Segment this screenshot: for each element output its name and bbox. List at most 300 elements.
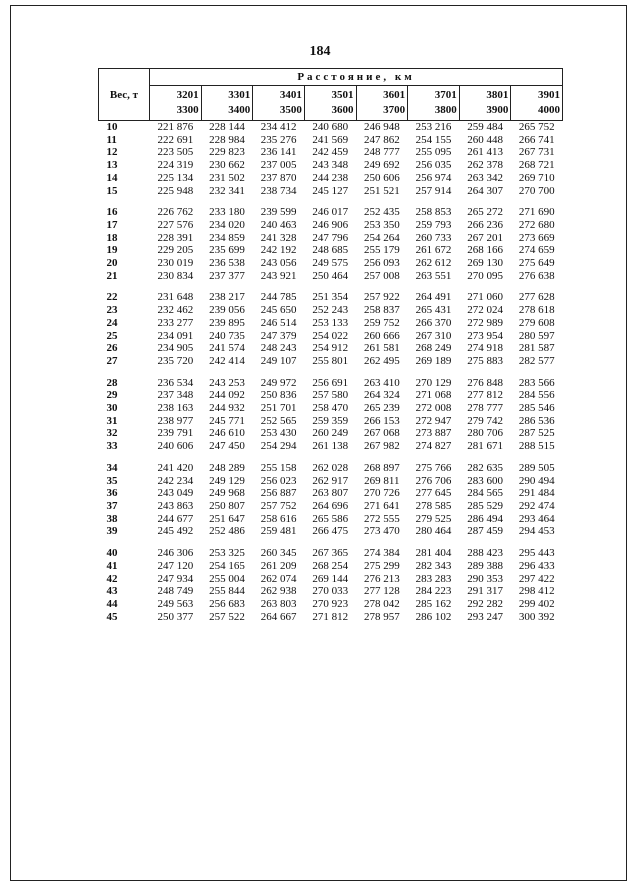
table-row: [99, 415, 563, 428]
price-cell: 234 091: [157, 329, 194, 342]
distance-from: 3501: [331, 89, 354, 101]
price-cell: 272 555: [363, 512, 400, 525]
price-cell: 250 606: [363, 171, 400, 184]
table-row: [99, 598, 563, 611]
price-cell: 256 035: [415, 159, 452, 172]
price-cell: 257 752: [260, 499, 297, 512]
price-cell: 258 616: [260, 512, 297, 525]
price-cell: 232 341: [209, 184, 245, 197]
distance-from: 3201: [176, 89, 199, 101]
price-cell: 248 777: [363, 146, 400, 159]
weight-cell: 39: [106, 525, 118, 538]
price-cell: 233 180: [209, 206, 245, 219]
distance-from: 3701: [434, 89, 457, 101]
price-cell: 263 803: [260, 597, 297, 610]
price-cell: 242 192: [260, 244, 297, 257]
distance-to: 3800: [434, 104, 457, 116]
table-row: [99, 525, 563, 538]
tariff-table: [98, 68, 563, 623]
distance-to: 3500: [279, 104, 302, 116]
price-cell: 234 412: [260, 121, 297, 133]
price-cell: 271 068: [415, 389, 452, 402]
price-cell: 231 502: [209, 171, 245, 184]
price-cell: 254 912: [312, 342, 349, 355]
distance-to: 3600: [331, 104, 354, 116]
price-cell: 247 796: [312, 231, 349, 244]
weight-cell: 13: [106, 159, 118, 172]
weight-cell: 18: [106, 231, 118, 244]
price-cell: 262 028: [312, 461, 349, 474]
price-cell: 271 812: [312, 610, 349, 623]
price-cell: 230 662: [209, 159, 245, 172]
price-cell: 252 243: [312, 304, 349, 317]
price-cell: 267 201: [467, 231, 503, 244]
price-cell: 255 179: [363, 244, 400, 257]
price-cell: 243 253: [209, 376, 245, 389]
price-cell: 265 272: [467, 206, 503, 219]
weight-cell: 38: [106, 512, 118, 525]
price-cell: 254 264: [363, 231, 400, 244]
price-cell: 259 793: [415, 218, 452, 231]
price-cell: 254 022: [312, 329, 349, 342]
price-cell: 267 068: [363, 427, 400, 440]
price-cell: 246 906: [312, 218, 349, 231]
table-row: [99, 185, 563, 198]
price-cell: 300 392: [518, 610, 555, 623]
price-cell: 261 413: [467, 146, 503, 159]
table-row: [99, 206, 563, 219]
distance-from: 3301: [228, 89, 251, 101]
price-cell: 238 734: [260, 184, 297, 197]
price-cell: 279 608: [518, 316, 555, 329]
price-cell: 244 238: [312, 171, 349, 184]
price-cell: 249 129: [209, 474, 245, 487]
price-cell: 227 576: [157, 218, 194, 231]
price-cell: 269 811: [364, 474, 400, 487]
price-cell: 258 853: [415, 206, 452, 219]
weight-cell: 29: [106, 389, 118, 402]
price-cell: 294 453: [518, 525, 555, 538]
price-cell: 269 710: [518, 171, 555, 184]
price-cell: 266 741: [518, 133, 555, 146]
price-cell: 276 848: [467, 376, 503, 389]
distance-column-header: [356, 86, 408, 121]
table-row: [99, 121, 563, 134]
group-spacer: [99, 368, 563, 377]
price-cell: 289 388: [467, 559, 503, 572]
price-cell: 245 127: [312, 184, 349, 197]
distance-column-header: [201, 86, 253, 121]
price-cell: 244 092: [209, 389, 245, 402]
price-cell: 272 008: [415, 402, 452, 415]
price-cell: 281 404: [415, 547, 452, 560]
price-cell: 268 721: [518, 159, 555, 172]
price-cell: 243 049: [157, 487, 194, 500]
price-cell: 269 144: [312, 572, 349, 585]
price-cell: 278 957: [363, 610, 400, 623]
price-cell: 268 249: [415, 342, 452, 355]
price-cell: 278 777: [467, 402, 503, 415]
distance-from: 3801: [486, 89, 509, 101]
price-cell: 263 342: [467, 171, 503, 184]
price-cell: 229 205: [157, 244, 194, 257]
price-cell: 255 801: [312, 354, 349, 367]
price-cell: 272 989: [467, 316, 503, 329]
price-cell: 282 577: [518, 354, 555, 367]
table-row: [99, 134, 563, 147]
price-cell: 243 863: [157, 499, 194, 512]
price-cell: 253 325: [209, 547, 245, 560]
price-cell: 251 521: [363, 184, 400, 197]
price-cell: 253 350: [363, 218, 400, 231]
price-cell: 266 475: [312, 525, 349, 538]
price-cell: 257 008: [363, 269, 400, 282]
price-cell: 246 948: [363, 121, 400, 133]
price-cell: 241 569: [312, 133, 349, 146]
weight-cell: 43: [106, 585, 118, 598]
price-cell: 246 306: [157, 547, 194, 560]
price-cell: 247 862: [363, 133, 400, 146]
table-row: [99, 270, 563, 283]
price-cell: 256 691: [312, 376, 349, 389]
weight-cell: 42: [106, 572, 118, 585]
price-cell: 276 706: [415, 474, 452, 487]
price-cell: 271 690: [518, 206, 555, 219]
price-cell: 237 377: [209, 269, 245, 282]
weight-cell: 45: [106, 610, 118, 623]
table-row: [99, 342, 563, 355]
price-cell: 267 982: [363, 440, 400, 453]
price-cell: 259 481: [260, 525, 297, 538]
price-cell: 285 546: [518, 402, 555, 415]
price-cell: 266 153: [363, 414, 400, 427]
weight-cell: 21: [106, 269, 118, 282]
table-row: [99, 159, 563, 172]
price-cell: 282 343: [415, 559, 452, 572]
price-cell: 252 435: [363, 206, 400, 219]
price-cell: 291 484: [518, 487, 555, 500]
price-cell: 251 701: [260, 402, 297, 415]
weight-cell: 11: [106, 133, 117, 146]
price-cell: 235 699: [209, 244, 245, 257]
price-cell: 256 683: [209, 597, 245, 610]
weight-cell: 15: [106, 184, 118, 197]
price-cell: 247 934: [157, 572, 194, 585]
price-cell: 243 921: [260, 269, 297, 282]
price-cell: 265 239: [363, 402, 400, 415]
price-cell: 250 377: [157, 610, 194, 623]
price-cell: 290 353: [467, 572, 503, 585]
weight-cell: 32: [106, 427, 118, 440]
price-cell: 248 243: [260, 342, 297, 355]
price-cell: 234 905: [157, 342, 194, 355]
price-cell: 271 060: [467, 291, 503, 304]
distance-to: 3700: [383, 104, 406, 116]
distance-from: 3401: [279, 89, 302, 101]
price-cell: 268 254: [312, 559, 349, 572]
price-cell: 272 947: [415, 414, 452, 427]
price-cell: 225 134: [157, 171, 194, 184]
price-cell: 262 074: [260, 572, 297, 585]
price-cell: 245 492: [157, 525, 194, 538]
table-row: [99, 440, 563, 453]
price-cell: 260 345: [260, 547, 297, 560]
table-row: [99, 547, 563, 560]
distance-from: 3901: [538, 89, 560, 101]
table-row: [99, 304, 563, 317]
table-row: [99, 487, 563, 500]
weight-cell: 40: [106, 547, 118, 560]
price-cell: 250 836: [260, 389, 297, 402]
table-row: [99, 560, 563, 573]
price-cell: 280 464: [415, 525, 452, 538]
price-cell: 248 749: [157, 585, 194, 598]
table-row: [99, 500, 563, 513]
price-cell: 254 155: [415, 133, 452, 146]
price-cell: 260 448: [467, 133, 503, 146]
table-row: [99, 257, 563, 270]
price-cell: 275 766: [415, 461, 452, 474]
price-cell: 253 133: [312, 316, 349, 329]
price-cell: 243 056: [260, 257, 297, 270]
price-cell: 274 827: [415, 440, 452, 453]
price-cell: 238 217: [209, 291, 245, 304]
table-row: [99, 244, 563, 257]
weight-cell: 35: [106, 474, 118, 487]
weight-cell: 30: [106, 402, 118, 415]
price-cell: 282 635: [467, 461, 503, 474]
price-cell: 255 004: [209, 572, 245, 585]
price-cell: 283 600: [467, 474, 503, 487]
table-row: [99, 172, 563, 185]
price-cell: 249 972: [260, 376, 297, 389]
table-row: [99, 232, 563, 245]
price-cell: 257 914: [415, 184, 452, 197]
price-cell: 243 348: [312, 159, 349, 172]
price-cell: 235 276: [260, 133, 297, 146]
tariff-table-container: [98, 68, 563, 623]
price-cell: 250 807: [209, 499, 245, 512]
price-cell: 262 612: [415, 257, 452, 270]
price-cell: 278 585: [415, 499, 452, 512]
weight-cell: 12: [106, 146, 118, 159]
price-cell: 277 645: [415, 487, 452, 500]
price-cell: 240 463: [260, 218, 297, 231]
price-cell: 272 680: [518, 218, 555, 231]
price-cell: 261 672: [415, 244, 452, 257]
price-cell: 265 586: [312, 512, 349, 525]
price-cell: 233 277: [157, 316, 194, 329]
table-row: [99, 146, 563, 159]
table-row: [99, 462, 563, 475]
price-cell: 242 414: [209, 354, 245, 367]
price-cell: 247 450: [209, 440, 245, 453]
distance-to: 3900: [486, 104, 509, 116]
price-cell: 222 691: [157, 133, 194, 146]
price-cell: 291 317: [467, 585, 503, 598]
price-cell: 293 464: [518, 512, 555, 525]
price-cell: 275 299: [363, 559, 400, 572]
price-cell: 271 641: [363, 499, 400, 512]
price-cell: 298 412: [518, 585, 555, 598]
price-cell: 238 163: [157, 402, 194, 415]
price-cell: 290 494: [518, 474, 555, 487]
price-cell: 280 706: [467, 427, 503, 440]
price-cell: 244 785: [260, 291, 297, 304]
price-cell: 229 823: [209, 146, 245, 159]
price-cell: 247 379: [260, 329, 297, 342]
price-cell: 273 954: [467, 329, 503, 342]
distance-to: 4000: [538, 104, 560, 116]
price-cell: 234 020: [209, 218, 245, 231]
distance-column-header: [253, 86, 305, 121]
table-row: [99, 475, 563, 488]
price-cell: 267 731: [518, 146, 555, 159]
group-spacer: [99, 282, 563, 291]
table-row: [99, 427, 563, 440]
weight-cell: 19: [106, 244, 118, 257]
price-cell: 226 762: [157, 206, 194, 219]
price-cell: 236 538: [209, 257, 245, 270]
price-cell: 249 107: [260, 354, 297, 367]
price-cell: 270 726: [363, 487, 400, 500]
group-spacer: [99, 197, 563, 206]
price-cell: 278 042: [363, 597, 400, 610]
price-cell: 286 494: [467, 512, 503, 525]
price-cell: 269 189: [415, 354, 452, 367]
weight-cell: 25: [106, 329, 118, 342]
price-cell: 286 102: [415, 610, 452, 623]
price-cell: 242 459: [312, 146, 349, 159]
price-cell: 236 141: [260, 146, 297, 159]
distance-column-header: [150, 86, 202, 121]
price-cell: 258 470: [312, 402, 349, 415]
price-cell: 262 917: [312, 474, 349, 487]
weight-cell: 17: [106, 218, 118, 231]
price-cell: 278 618: [518, 304, 555, 317]
price-cell: 264 491: [415, 291, 452, 304]
price-cell: 274 659: [518, 244, 555, 257]
page-number: 184: [309, 44, 331, 59]
price-cell: 262 495: [363, 354, 400, 367]
price-cell: 232 462: [157, 304, 194, 317]
price-cell: 228 144: [209, 121, 245, 133]
distance-to: 3300: [176, 104, 199, 116]
price-cell: 249 575: [312, 257, 349, 270]
weight-cell: 37: [106, 499, 118, 512]
price-cell: 289 505: [518, 461, 555, 474]
price-cell: 242 234: [157, 474, 194, 487]
price-cell: 225 948: [157, 184, 194, 197]
price-cell: 269 130: [467, 257, 503, 270]
price-cell: 277 628: [518, 291, 555, 304]
price-cell: 277 812: [467, 389, 503, 402]
price-cell: 224 319: [157, 159, 194, 172]
price-cell: 281 587: [518, 342, 555, 355]
price-cell: 288 423: [467, 547, 503, 560]
price-cell: 255 095: [415, 146, 452, 159]
price-cell: 284 565: [467, 487, 503, 500]
price-cell: 284 223: [415, 585, 452, 598]
price-cell: 241 420: [157, 461, 194, 474]
table-row: [99, 389, 563, 402]
price-cell: 292 474: [518, 499, 555, 512]
price-cell: 266 370: [415, 316, 452, 329]
price-cell: 239 599: [260, 206, 297, 219]
weight-cell: 41: [106, 559, 118, 572]
weight-cell: 31: [106, 414, 118, 427]
price-cell: 273 887: [415, 427, 452, 440]
price-cell: 241 574: [209, 342, 245, 355]
table-row: [99, 330, 563, 343]
price-cell: 221 876: [157, 121, 194, 133]
price-cell: 257 522: [209, 610, 245, 623]
table-row: [99, 402, 563, 415]
price-cell: 255 158: [260, 461, 297, 474]
price-cell: 268 897: [363, 461, 400, 474]
price-cell: 279 742: [467, 414, 503, 427]
distance-column-header: [304, 86, 356, 121]
price-cell: 274 918: [467, 342, 503, 355]
price-cell: 239 791: [157, 427, 194, 440]
price-cell: 231 648: [157, 291, 194, 304]
price-cell: 275 883: [467, 354, 503, 367]
price-cell: 251 647: [209, 512, 245, 525]
price-cell: 283 283: [415, 572, 452, 585]
weight-cell: 27: [106, 354, 118, 367]
price-cell: 260 733: [415, 231, 452, 244]
price-cell: 247 120: [157, 559, 194, 572]
distance-column-header: [459, 86, 511, 121]
price-cell: 235 720: [157, 354, 194, 367]
price-cell: 246 514: [260, 316, 297, 329]
price-cell: 259 752: [363, 316, 400, 329]
price-cell: 256 887: [260, 487, 297, 500]
price-cell: 296 433: [518, 559, 555, 572]
price-cell: 262 378: [467, 159, 503, 172]
price-cell: 240 680: [312, 121, 349, 133]
table-row: [99, 513, 563, 526]
price-cell: 253 430: [260, 427, 297, 440]
price-cell: 250 464: [312, 269, 349, 282]
distance-to: 3400: [228, 104, 251, 116]
price-cell: 284 556: [518, 389, 555, 402]
price-cell: 258 837: [363, 304, 400, 317]
weight-column-header: Вес, т: [99, 69, 150, 121]
table-row: [99, 377, 563, 390]
weight-cell: 44: [106, 597, 118, 610]
price-cell: 239 895: [209, 316, 245, 329]
price-cell: 270 700: [518, 184, 555, 197]
price-cell: 287 459: [467, 525, 503, 538]
price-cell: 264 667: [260, 610, 297, 623]
price-cell: 293 247: [467, 610, 503, 623]
price-cell: 252 486: [209, 525, 245, 538]
price-cell: 238 977: [157, 414, 194, 427]
distance-column-header: [511, 86, 563, 121]
table-row: [99, 573, 563, 586]
weight-cell: 34: [106, 461, 118, 474]
price-cell: 249 968: [209, 487, 245, 500]
price-cell: 234 859: [209, 231, 245, 244]
price-cell: 237 348: [157, 389, 194, 402]
price-cell: 276 638: [518, 269, 555, 282]
price-cell: 245 771: [209, 414, 245, 427]
price-cell: 244 932: [209, 402, 245, 415]
price-cell: 264 696: [312, 499, 349, 512]
table-row: [99, 317, 563, 330]
price-cell: 228 391: [157, 231, 194, 244]
